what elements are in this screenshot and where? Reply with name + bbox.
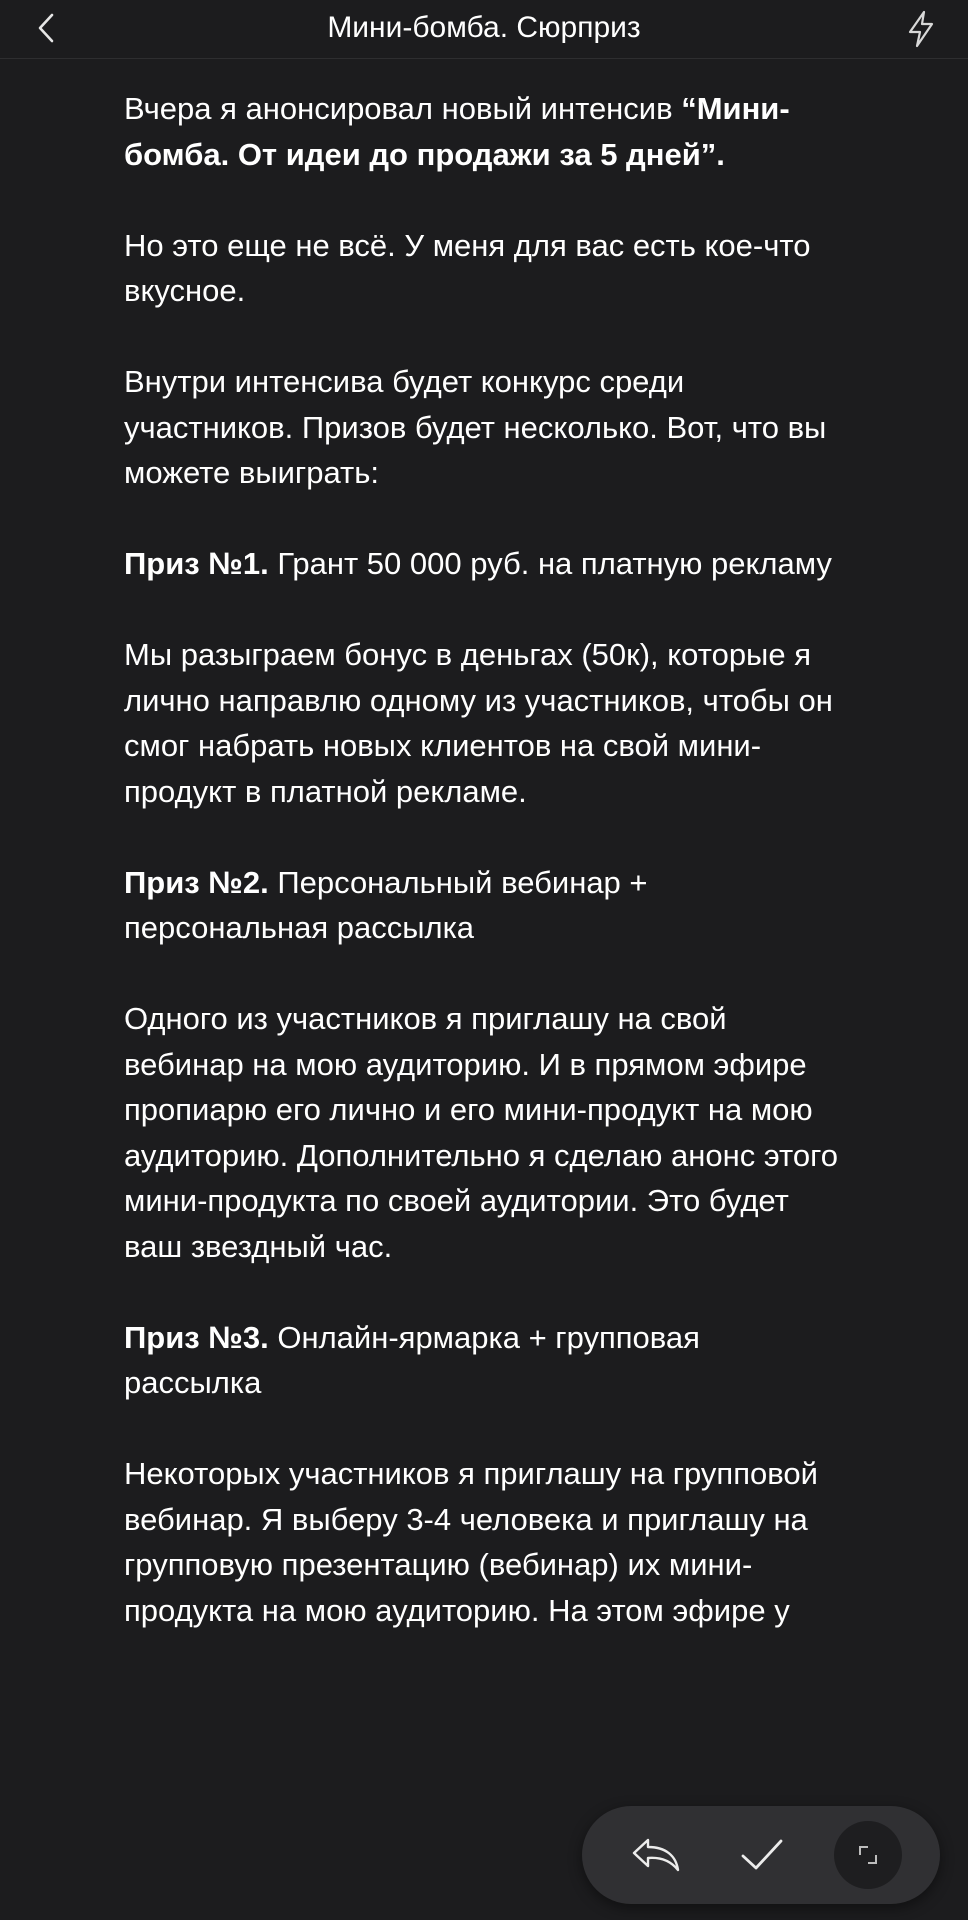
lightning-bolt-icon bbox=[904, 9, 938, 49]
intro-text: Вчера я анонсировал новый интенсив bbox=[124, 91, 682, 126]
prize-2-title: Персональный вебинар + персональная рассылка bbox=[124, 864, 648, 945]
page-title: Мини-бомба. Сюрприз bbox=[327, 11, 641, 44]
prize-1-title: Грант 50 000 руб. на платную рекламу bbox=[268, 546, 832, 581]
done-button[interactable] bbox=[714, 1806, 810, 1904]
prize-3-label: Приз №3. bbox=[124, 1319, 269, 1355]
prize-2-heading bbox=[124, 860, 844, 951]
expand-button[interactable] bbox=[820, 1806, 916, 1904]
checkmark-icon bbox=[738, 1835, 786, 1875]
reply-icon bbox=[628, 1834, 684, 1876]
paragraph-intro bbox=[124, 86, 844, 177]
article-body bbox=[124, 86, 844, 1679]
prize-1-heading bbox=[124, 541, 844, 587]
prize-1-label: Приз №1. bbox=[124, 546, 269, 581]
floating-toolbar bbox=[582, 1806, 940, 1904]
prize-2-description: Одного из участников я приглашу на свой вебинар на мою аудиторию. И в прямом эфире пропиарю его лично и его мини-продукт на мою аудиторию. Дополнительно я сделаю анонс этого мини-продукта по своей аудитории. Это будет ваш звездный час. bbox=[124, 1001, 838, 1264]
instant-view-button[interactable] bbox=[904, 9, 938, 49]
prize-2-label: Приз №2. bbox=[124, 864, 269, 900]
intensive-title: “Мини-бомба. От идеи до продажи за 5 дней”. bbox=[124, 91, 790, 172]
expand-circle bbox=[834, 1821, 902, 1889]
prize-3-title: Онлайн-ярмарка + групповая рассылка bbox=[124, 1319, 700, 1400]
paragraph-contest: Внутри интенсива будет конкурс среди участников. Призов будет несколько. Вот, что вы можете выиграть: bbox=[124, 364, 827, 490]
expand-icon bbox=[855, 1842, 881, 1868]
prize-1-description: Мы разыграем бонус в деньгах (50к), которые я лично направлю одному из участников, чтобы он смог набрать новых клиентов на свой мини-продукт в платной рекламе. bbox=[124, 637, 833, 809]
prize-3-heading bbox=[124, 1315, 844, 1406]
prize-3-description: Некоторых участников я приглашу на групповой вебинар. Я выберу 3-4 человека и приглашу на групповую презентацию (вебинар) их мини-продукта на мою аудиторию. На этом эфире у bbox=[124, 1456, 818, 1628]
reply-button[interactable] bbox=[608, 1806, 704, 1904]
paragraph-surprise: Но это еще не всё. У меня для вас есть кое-что вкусное. bbox=[124, 227, 811, 308]
top-bar bbox=[0, 0, 968, 59]
